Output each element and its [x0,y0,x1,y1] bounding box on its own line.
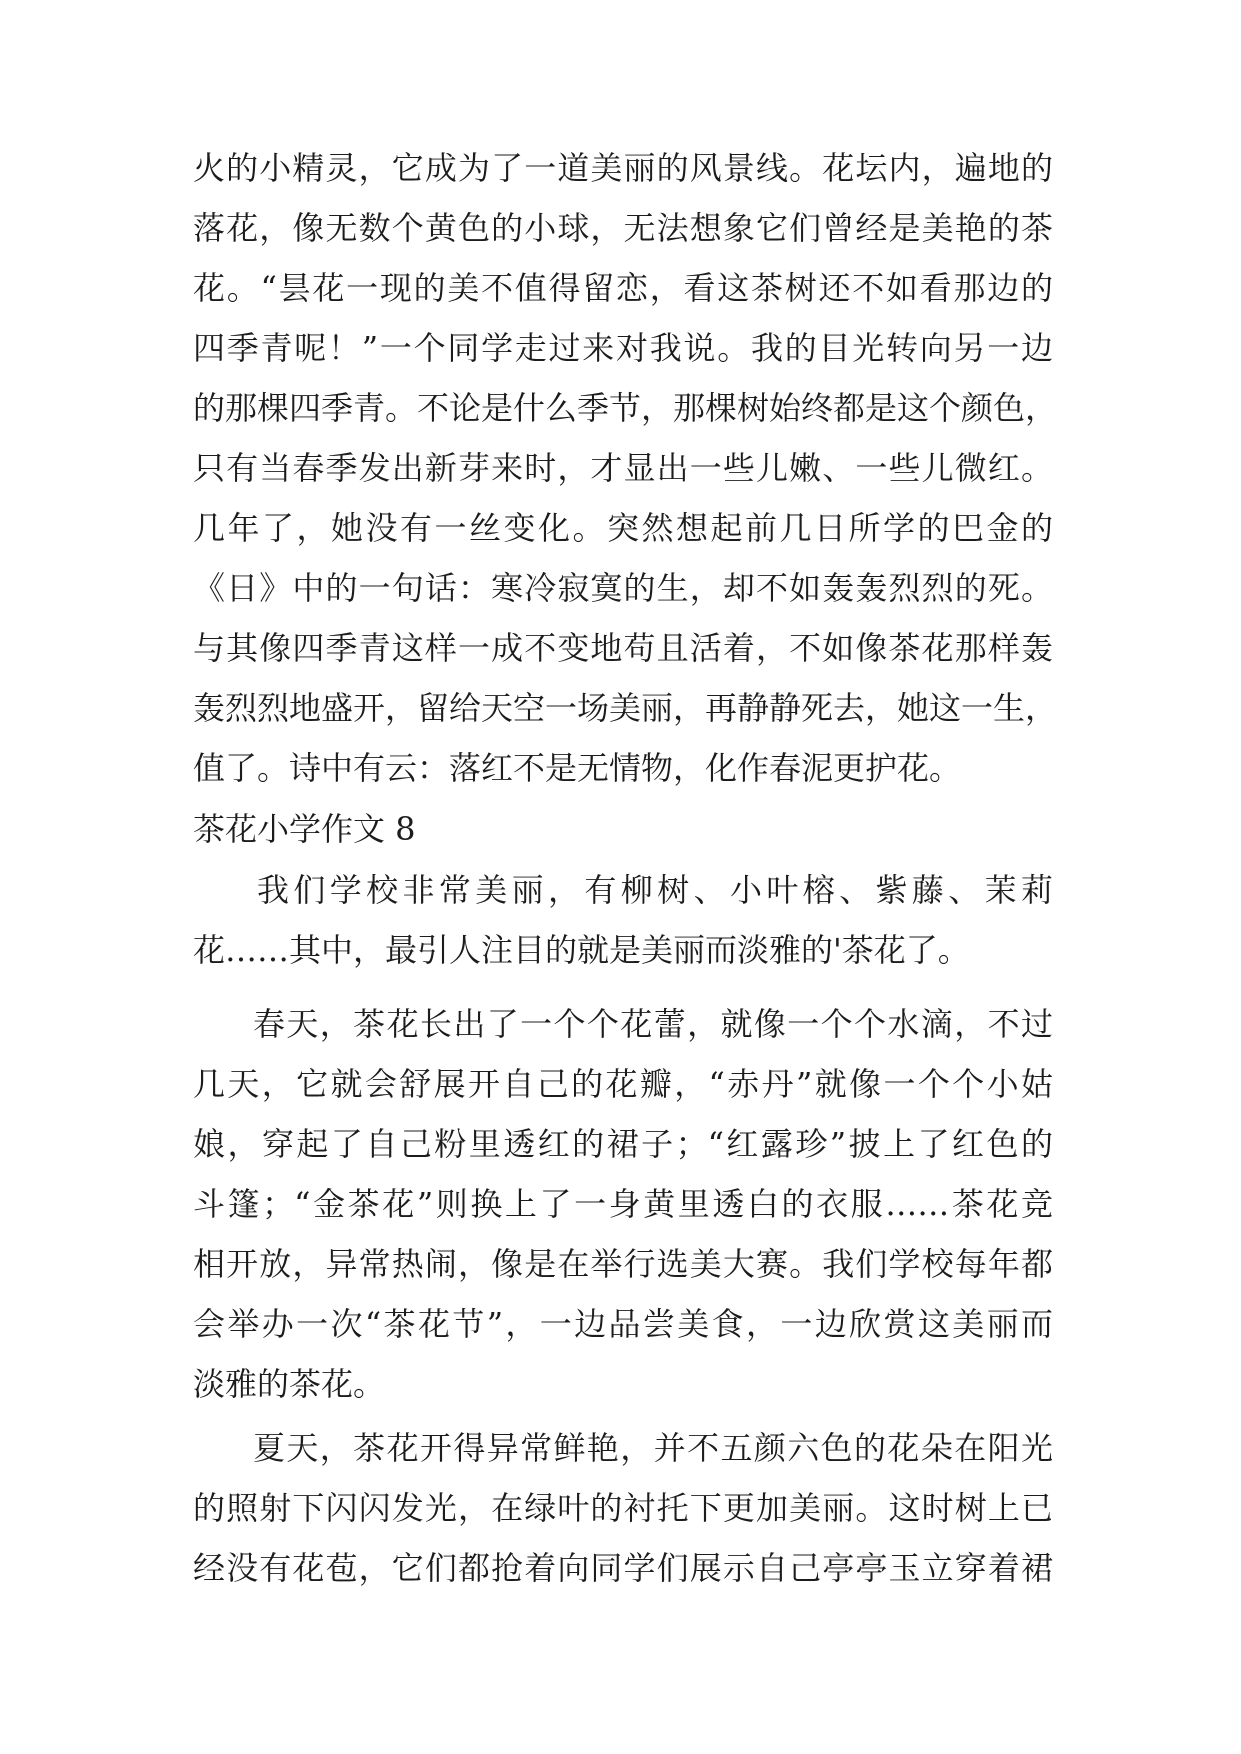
section-title: 茶花小学作文 8 [193,810,416,848]
section-heading [193,800,1053,858]
text-line: 值了。诗中有云：落红不是无情物，化作春泥更护花。 [193,749,962,787]
text-line: 娘，穿起了自己粉里透红的裙子；“红露珍”披上了红色的 [193,1125,1053,1163]
text-line: 几天，它就会舒展开自己的花瓣，“赤丹”就像一个个小姑 [193,1065,1053,1103]
paragraph-2 [193,994,1053,1414]
continuation-paragraph [193,138,1058,798]
text-line: 与其像四季青这样一成不变地苟且活着，不如像茶花那样轰 [193,629,1053,667]
text-line: 花。“昙花一现的美不值得留恋，看这茶树还不如看那边的 [193,269,1053,307]
text-line: 四季青呢！”一个同学走过来对我说。我的目光转向另一边 [193,329,1053,367]
text-line: 春天，茶花长出了一个个花蕾，就像一个个水滴，不过 [253,1005,1053,1043]
text-line: 轰烈烈地盛开，留给天空一场美丽，再静静死去，她这一生， [193,689,1058,727]
text-line: 的照射下闪闪发光，在绿叶的衬托下更加美丽。这时树上已 [193,1489,1053,1527]
text-line: 淡雅的茶花。 [193,1365,386,1403]
text-line: 经没有花苞，它们都抢着向同学们展示自己亭亭玉立穿着裙 [193,1549,1053,1587]
text-line: 《日》中的一句话：寒冷寂寞的生，却不如轰轰烈烈的死。 [193,569,1053,607]
paragraph-1 [193,860,1053,980]
text-line: 几年了，她没有一丝变化。突然想起前几日所学的巴金的 [193,509,1053,547]
text-line: 夏天，茶花开得异常鲜艳，并不五颜六色的花朵在阳光 [253,1429,1053,1467]
paragraph-3 [193,1418,1053,1598]
text-line: 会举办一次“茶花节”，一边品尝美食，一边欣赏这美丽而 [193,1305,1053,1343]
text-line: 只有当春季发出新芽来时，才显出一些儿嫩、一些儿微红。 [193,449,1053,487]
text-line: 相开放，异常热闹，像是在举行选美大赛。我们学校每年都 [193,1245,1053,1283]
text-line: 花……其中，最引人注目的就是美丽而淡雅的'茶花了。 [193,931,970,969]
text-line: 斗篷；“金茶花”则换上了一身黄里透白的衣服……茶花竞 [193,1185,1053,1223]
text-line: 落花，像无数个黄色的小球，无法想象它们曾经是美艳的茶 [193,209,1053,247]
text-line: 火的小精灵，它成为了一道美丽的风景线。花坛内，遍地的 [193,149,1053,187]
text-line: 我们学校非常美丽，有柳树、小叶榕、紫藤、茉莉 [257,871,1053,909]
text-line: 的那棵四季青。不论是什么季节，那棵树始终都是这个颜色， [193,389,1058,427]
